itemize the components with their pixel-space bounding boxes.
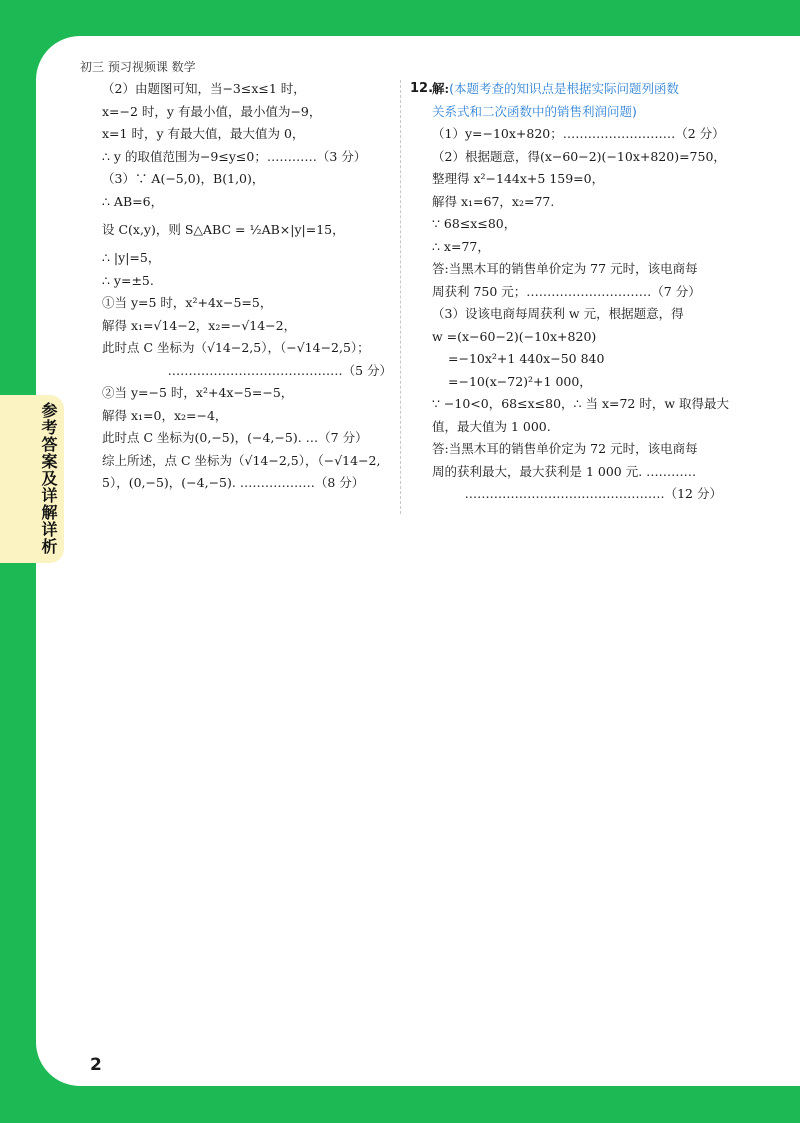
answer-line: 周获利 750 元；…………………………（7 分）	[432, 283, 701, 299]
answer-line: ……………………………………（5 分）	[167, 362, 392, 378]
page-number: 2	[90, 1055, 102, 1075]
answer-line: ∴ x=77，	[432, 238, 490, 254]
answer-line: ∴ |y|=5，	[102, 250, 161, 265]
answer-line: 设 C(x,y)，则 S△ABC = ½AB×|y|=15，	[102, 222, 345, 237]
answer-line: ∴ y=±5.	[102, 272, 154, 288]
answer-line: （2）根据题意，得(x−60−2)(−10x+820)=750，	[432, 148, 726, 164]
answer-line: ②当 y=−5 时，x²+4x−5=−5，	[102, 385, 294, 400]
left-answer-column	[102, 78, 392, 495]
question-number: 12.	[410, 81, 434, 96]
answer-line: x=−2 时，y 有最小值，最小值为−9，	[102, 103, 322, 119]
answer-line: 周的获利最大，最大获利是 1 000 元. …………	[432, 463, 697, 479]
knowledge-note: (本题考查的知识点是根据实际问题列函数	[449, 81, 680, 96]
answer-line: ∵ −10<0，68≤x≤80，∴ 当 x=72 时，w 取得最大	[432, 396, 730, 411]
answer-line: 解得 x₁=√14−2，x₂=−√14−2，	[102, 317, 297, 333]
answer-line: =−10(x−72)²+1 000，	[448, 373, 592, 389]
right-answer-column	[432, 78, 730, 506]
answer-line: （2）由题图可知，当−3≤x≤1 时，	[102, 81, 306, 96]
knowledge-note: 关系式和二次函数中的销售利润问题)	[432, 103, 637, 119]
solution-label: 解:	[432, 81, 450, 96]
answer-line: 答:当黑木耳的销售单价定为 72 元时，该电商每	[432, 441, 698, 456]
side-tab-label: 参考答案及详解详析	[39, 402, 58, 555]
answer-line: 此时点 C 坐标为(0,−5)，(−4,−5). …（7 分）	[102, 430, 368, 445]
answer-line: 解得 x₁=0，x₂=−4，	[102, 407, 228, 423]
running-header: 初三 预习视频课 数学	[80, 60, 196, 74]
answer-line: …………………………………………（12 分）	[464, 486, 722, 501]
answer-line: ①当 y=5 时，x²+4x−5=5，	[102, 295, 273, 310]
answer-line: ∵ 68≤x≤80，	[432, 216, 517, 231]
answer-line: ∴ AB=6，	[102, 193, 164, 209]
answer-line: （1）y=−10x+820；………………………（2 分）	[432, 126, 725, 141]
answer-line: 此时点 C 坐标为（√14−2,5），（−√14−2,5）；	[102, 340, 370, 355]
answer-line: 整理得 x²−144x+5 159=0，	[432, 171, 605, 186]
answer-line: （3）∵ A(−5,0)，B(1,0)，	[102, 171, 265, 186]
answer-line: w =(x−60−2)(−10x+820)	[432, 328, 597, 344]
answer-line: ∴ y 的取值范围为−9≤y≤0；…………（3 分）	[102, 148, 367, 164]
answer-line: 答:当黑木耳的销售单价定为 77 元时，该电商每	[432, 261, 698, 276]
answer-line: 5），(0,−5)，(−4,−5). ………………（8 分）	[102, 475, 365, 490]
answer-line: 值，最大值为 1 000.	[432, 418, 551, 434]
answer-line: =−10x²+1 440x−50 840	[448, 351, 605, 366]
answer-line: 综上所述，点 C 坐标为（√14−2,5），（−√14−2,	[102, 452, 381, 468]
column-divider	[400, 80, 401, 514]
answer-line: x=1 时，y 有最大值，最大值为 0，	[102, 126, 305, 141]
answer-line: （3）设该电商每周获利 w 元，根据题意，得	[432, 306, 684, 321]
answer-line: 解得 x₁=67，x₂=77.	[432, 193, 555, 209]
